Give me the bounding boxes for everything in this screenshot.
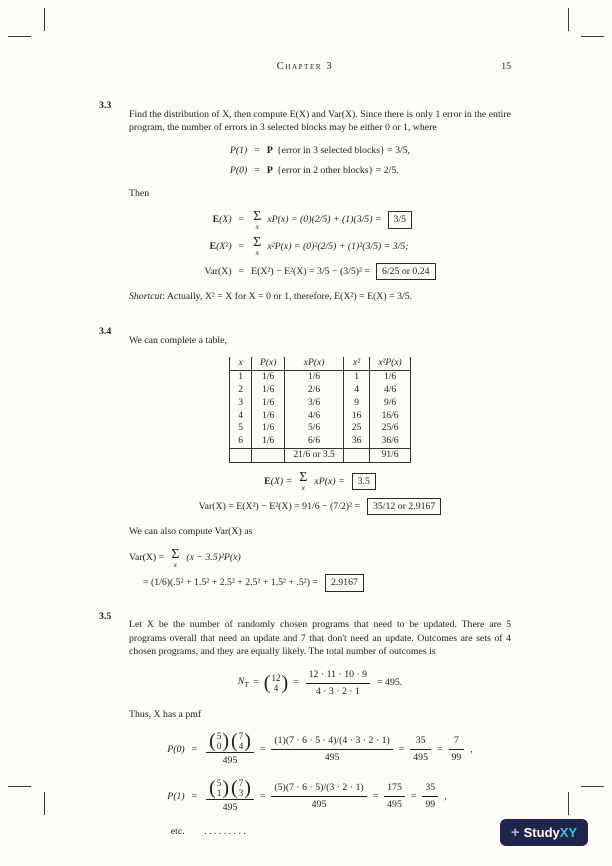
equals-sign: =: [238, 240, 245, 252]
table-cell: 1/6: [370, 370, 410, 383]
table-cell: 3: [230, 397, 252, 410]
boxed-answer: 35/12 or 2.9167: [367, 498, 441, 515]
fraction-numerator: (1)(7 · 6 · 5 · 4)/(4 · 3 · 2 · 1): [274, 735, 390, 747]
expectation-operator: E: [212, 214, 220, 226]
equation-text: {error in 2 other blocks} = 2/5.: [276, 164, 399, 176]
fraction-denominator: 99: [449, 749, 465, 764]
crop-mark: [568, 8, 569, 31]
equals-sign: =: [410, 790, 417, 802]
plus-icon: +: [510, 823, 520, 841]
table-row: [230, 435, 410, 448]
boxed-answer: 2.9167: [325, 574, 364, 591]
problem-body: [129, 98, 511, 313]
equation-text: E(X²) − E²(X) = 3/5 − (3/5)² =: [251, 265, 370, 277]
equation-lhs: [264, 475, 292, 488]
column-header: xP(x): [285, 357, 343, 370]
problem-3-4: [99, 324, 511, 598]
problem-3-3: [99, 98, 511, 313]
table-cell: 1/6: [252, 370, 285, 383]
crop-mark: [581, 786, 604, 787]
sigma-icon: Σ: [253, 235, 262, 251]
table-cell: 25: [343, 422, 370, 435]
problem-text: Find the distribution of X, then compute E(X) and Var(X). Since there is only 1 error in the entire program, the number of errors in 3 selected blocks may be either 0 or 1, where: [129, 108, 511, 134]
fraction-numerator: [206, 778, 254, 800]
equation-lhs: P(1): [229, 145, 248, 157]
table-cell: 16/6: [370, 410, 410, 423]
fraction-denominator: 4 · 3 · 2 · 1: [306, 683, 370, 698]
equation: [199, 498, 442, 515]
equation-text: (x − 3.5)²P(x): [186, 552, 241, 564]
equation-arg: (X) =: [270, 475, 293, 487]
fraction-denominator: 99: [422, 796, 438, 811]
binomial-top: 12: [271, 672, 281, 683]
table-cell: 25/6: [370, 422, 410, 435]
table-cell: 1: [230, 370, 252, 383]
equation-lhs: [210, 240, 232, 253]
problem-3-5: [99, 609, 511, 844]
fraction-denominator: 495: [271, 796, 366, 811]
table-cell: [343, 449, 370, 463]
problem-body: [129, 609, 511, 844]
table-row: [230, 397, 410, 410]
equals-sign: =: [293, 677, 299, 689]
table-cell: [252, 449, 285, 463]
summation-index: x: [173, 559, 177, 569]
summation-symbol: [253, 236, 261, 257]
equals-sign: =: [191, 790, 198, 802]
punctuation: ,: [470, 743, 473, 755]
aligned-equations: [204, 210, 435, 280]
equation-arg: (X): [219, 214, 232, 226]
logo-text-xy: XY: [559, 825, 578, 840]
fraction-numerator: (5)(7 · 6 · 5)/(3 · 2 · 1): [274, 782, 364, 794]
table-header-row: [230, 357, 410, 370]
binomial-coefficient: [231, 731, 251, 752]
fraction-denominator: 495: [206, 752, 254, 767]
expectation-operator: E: [264, 475, 271, 487]
chapter-title: Chapter 3: [276, 61, 334, 72]
column-header: x²: [343, 357, 370, 370]
table-cell: 91/6: [370, 449, 410, 463]
summation-symbol: [299, 471, 307, 492]
expectation-operator: E: [209, 240, 217, 252]
table-cell: 6: [230, 435, 252, 448]
logo-wordmark: [524, 825, 577, 840]
table-cell: 2: [230, 384, 252, 397]
equation-rhs: [204, 731, 473, 768]
sigma-icon: Σ: [171, 546, 180, 562]
table-cell: 4/6: [285, 410, 343, 423]
table-cell: 36/6: [370, 435, 410, 448]
table-cell: 2/6: [285, 384, 343, 397]
equation-text: Var(X) = E(X²) − E²(X) = 91/6 − (7/2)² =: [198, 500, 360, 512]
equation-rhs: [204, 778, 446, 815]
fraction: [206, 731, 254, 768]
binomial-coefficient: [264, 673, 288, 694]
equation-rhs: [251, 236, 408, 257]
pmf-text: Thus, X has a pmf: [129, 708, 202, 720]
punctuation: ,: [444, 790, 447, 802]
subscript: T: [244, 681, 249, 690]
problem-text: We can complete a table,: [129, 334, 227, 346]
table-cell: 4/6: [370, 384, 410, 397]
right-paren: ): [222, 776, 230, 799]
table-cell: [230, 449, 252, 463]
fraction-numerator: 175: [387, 782, 402, 794]
table-cell: 5/6: [285, 422, 343, 435]
also-text: We can also compute Var(X) as: [129, 525, 253, 537]
fraction-denominator: 495: [384, 796, 405, 811]
equation-block: [129, 668, 511, 698]
fraction: [384, 781, 405, 811]
aligned-equations: [230, 144, 410, 177]
page-number: 15: [501, 61, 511, 72]
equation: [238, 668, 402, 698]
equation-block: [129, 731, 511, 838]
equation-lhs: Var(X) =: [129, 552, 165, 564]
fraction: [206, 778, 254, 815]
binomial-top: 5: [216, 777, 222, 788]
binomial-coefficient: [209, 731, 229, 752]
summation-index: x: [255, 221, 259, 231]
fraction-denominator: 495: [271, 749, 392, 764]
equals-sign: =: [238, 265, 245, 277]
summation-index: x: [255, 248, 259, 258]
equation-rhs: [251, 263, 435, 280]
table-cell: 1/6: [252, 422, 285, 435]
equals-sign: =: [238, 214, 245, 226]
sigma-icon: Σ: [299, 470, 308, 486]
table-cell: 4: [343, 384, 370, 397]
table-cell: 1/6: [252, 384, 285, 397]
studyxy-logo: [500, 819, 588, 846]
table-cell: 16: [343, 410, 370, 423]
binomial-bottom: 3: [238, 788, 244, 799]
binomial-top: 7: [238, 730, 244, 741]
fraction: [422, 781, 438, 811]
equation: [264, 471, 376, 492]
equals-sign: =: [436, 743, 443, 755]
left-paren: (: [231, 729, 238, 752]
right-paren: ): [244, 776, 251, 799]
equation-rhs: [267, 164, 399, 177]
equation-result: = 495.: [377, 677, 403, 689]
equals-sign: =: [253, 677, 259, 689]
table-row: [230, 410, 410, 423]
right-paren: ): [222, 729, 230, 752]
table-cell: 9: [343, 397, 370, 410]
table-row: [230, 384, 410, 397]
binomial-bottom: 4: [238, 741, 244, 752]
connector-text: Then: [129, 187, 150, 199]
binomial-top: 7: [238, 777, 244, 788]
table-cell: 3/6: [285, 397, 343, 410]
left-paren: (: [263, 671, 271, 694]
etc-label: etc.: [170, 825, 185, 837]
binomial-top: 5: [216, 730, 222, 741]
crop-mark: [44, 8, 45, 31]
equation-text: = (1/6)(.5² + 1.5² + 2.5² + 2.5² + 1.5² + .5²) =: [143, 577, 318, 589]
left-paren: (: [231, 776, 238, 799]
table-row: [230, 370, 410, 383]
equation-lhs: [238, 675, 248, 690]
column-header: x²P(x): [370, 357, 410, 370]
right-paren: ): [281, 671, 289, 694]
table-cell: 1/6: [252, 397, 285, 410]
fraction-numerator: 35: [425, 782, 436, 794]
fraction-numerator: 7: [453, 735, 459, 747]
equation-arg: (X²): [216, 240, 232, 252]
fraction-denominator: 495: [206, 799, 254, 814]
binomial-bottom: 1: [216, 788, 222, 799]
table-cell: 1: [343, 370, 370, 383]
boxed-answer: 6/25 or 0.24: [376, 263, 436, 280]
equals-sign: =: [259, 743, 266, 755]
table-cell: 1/6: [252, 410, 285, 423]
binomial-coefficient: [231, 778, 251, 799]
probability-operator: P: [266, 145, 273, 157]
table-footer-row: [230, 449, 410, 463]
probability-operator: P: [266, 164, 273, 176]
equation-lhs: P(0): [229, 164, 248, 176]
crop-mark: [581, 36, 604, 37]
equation-lhs: Var(X): [204, 265, 232, 277]
crop-mark: [44, 792, 45, 815]
table-cell: 5: [230, 422, 252, 435]
equals-sign: =: [254, 145, 260, 157]
fraction-numerator: 12 · 11 · 10 · 9: [308, 669, 368, 681]
equation-lhs: P(1): [167, 790, 185, 802]
fraction: [449, 734, 465, 764]
shortcut-text: : Actually, X² = X for X = 0 or 1, therefore, E(X²) = E(X) = 3/5.: [162, 290, 413, 302]
fraction-denominator: 495: [410, 749, 431, 764]
left-paren: (: [209, 776, 216, 799]
boxed-answer: 3/5: [388, 211, 413, 228]
table-cell: 21/6 or 3.5: [285, 449, 343, 463]
problem-number: 3.5: [99, 610, 112, 622]
equation-block: [129, 471, 511, 492]
equation-text: {error in 3 selected blocks} = 3/5,: [276, 145, 411, 157]
binomial-bottom: 4: [273, 683, 279, 693]
table-cell: 36: [343, 435, 370, 448]
table-cell: 9/6: [370, 397, 410, 410]
left-paren: (: [209, 729, 216, 752]
equals-sign: =: [259, 790, 266, 802]
shortcut-label: Shortcut: [129, 290, 163, 302]
equation-lhs: [213, 213, 232, 226]
equals-sign: =: [372, 790, 379, 802]
equation-block: [129, 498, 511, 515]
equation-text: x²P(x) = (0)²(2/5) + (1)²(3/5) = 3/5;: [267, 240, 409, 252]
fraction-numerator: 35: [415, 735, 426, 747]
fraction: [410, 734, 431, 764]
equation-rhs: [267, 144, 410, 157]
fraction-numerator: [206, 731, 254, 753]
equation-rhs: [251, 210, 412, 231]
equals-sign: =: [191, 743, 198, 755]
equation-block: [129, 144, 511, 177]
distribution-table: [229, 357, 410, 463]
page-header: [99, 60, 511, 74]
column-header: P(x): [252, 357, 285, 370]
column-header: x: [230, 357, 252, 370]
fraction: [271, 734, 392, 764]
shortcut-note: [129, 290, 511, 303]
crop-mark: [8, 786, 31, 787]
equals-sign: =: [398, 743, 405, 755]
summation-symbol: [171, 548, 179, 569]
equation: [129, 548, 511, 569]
equals-sign: =: [254, 164, 260, 176]
sigma-icon: Σ: [253, 208, 262, 224]
table-cell: 6/6: [285, 435, 343, 448]
binomial-coefficient: [209, 778, 229, 799]
logo-text-study: Study: [523, 825, 560, 840]
table-cell: 1/6: [285, 370, 343, 383]
aligned-equations: [167, 731, 473, 838]
crop-mark: [8, 36, 31, 37]
equation-text: xP(x) =: [314, 475, 345, 487]
table-cell: 1/6: [252, 435, 285, 448]
equation-lhs: P(0): [167, 743, 185, 755]
problem-text: Let X be the number of randomly chosen programs that need to be updated. There are 5 programs overall that need an update and 7 that don't need an update. Outcomes are sets of 4 chosen programs, and they are equally likely. The total number of outcomes is: [129, 619, 511, 658]
problem-number: 3.4: [99, 325, 112, 337]
table-row: [230, 422, 410, 435]
equation: [143, 574, 511, 591]
fraction: [271, 781, 366, 811]
boxed-answer: 3.5: [352, 473, 376, 490]
problem-body: [129, 324, 511, 598]
table-cell: 4: [230, 410, 252, 423]
problem-number: 3.3: [99, 100, 112, 111]
right-paren: ): [244, 729, 251, 752]
summation-symbol: [253, 210, 261, 231]
page-content: [99, 60, 511, 855]
etc-dots: . . . . . . . . .: [204, 825, 246, 837]
total-outcomes-symbol: N: [237, 676, 245, 688]
summation-index: x: [301, 483, 305, 493]
crop-mark: [568, 792, 569, 815]
binomial-bottom: 0: [216, 741, 222, 752]
fraction: [306, 668, 370, 698]
equation-block: [129, 210, 511, 280]
equation-text: xP(x) = (0)(2/5) + (1)(3/5) =: [267, 214, 382, 226]
